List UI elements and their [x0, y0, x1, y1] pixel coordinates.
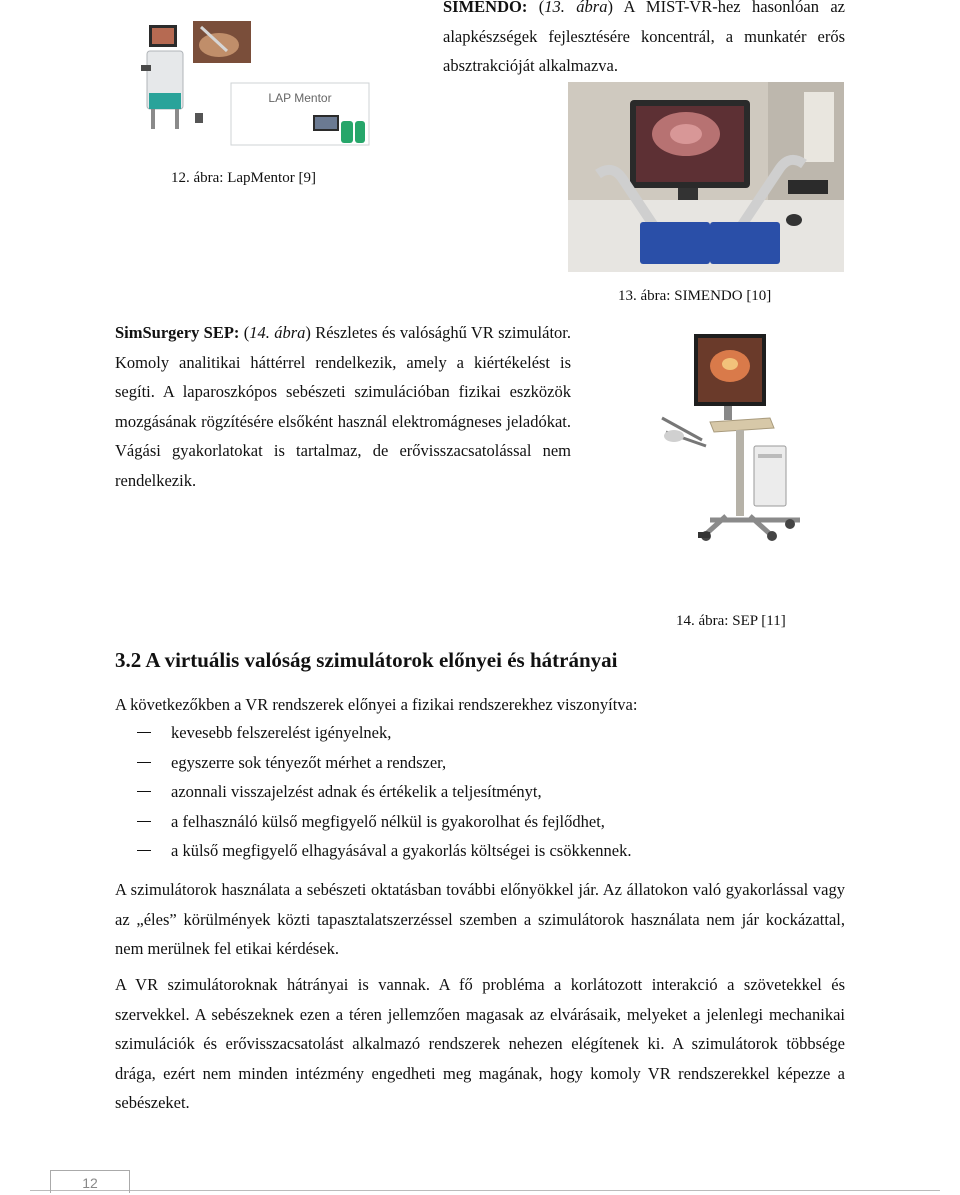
paragraph-advantages: A szimulátorok használata a sebészeti oktatásban további előnyökkel jár. Az állatokon való gyakorlással vagy az „éles” körülmények közti tapasztalatszerzéssel szemben a szimulátorok használata nem jár kockázattal, nem merülnek fel etikai kérdések. — [115, 880, 845, 958]
figure-13-caption: 13. ábra: SIMENDO [10] — [618, 288, 772, 304]
dash-bullet-icon — [137, 850, 151, 851]
simendo-photo — [568, 82, 844, 272]
dash-bullet-icon — [137, 762, 151, 763]
list-item: azonnali visszajelzést adnak és értékelik a teljesítményt, — [115, 777, 845, 807]
sep-image — [640, 330, 800, 550]
simsurgery-title: SimSurgery SEP: — [115, 323, 240, 342]
dash-bullet-icon — [137, 821, 151, 822]
sep-figure — [640, 330, 800, 550]
lapmentor-image — [135, 15, 375, 155]
dash-bullet-icon — [137, 732, 151, 733]
section-intro: A következőkben a VR rendszerek előnyei a fizikai rendszerekhez viszonyítva: — [115, 695, 638, 714]
simsurgery-paragraph: SimSurgery SEP: (14. ábra) Részletes és valósághű VR szimulátor. Komoly analitikai háttérrel rendelkezik, amely a kiértékelést is segíti. A laparoszkópos sebészeti szimulációban fizikai eszközök mozgásának rögzítésére elsőként használ elektromágneses jeladókat. Vágási gyakorlatokat is tartalmaz, de erővisszacsatolással nem rendelkezik. — [115, 323, 571, 490]
dash-bullet-icon — [137, 791, 151, 792]
figure-14-reference: 14. ábra — [249, 323, 306, 342]
list-item: kevesebb felszerelést igényelnek, — [115, 718, 845, 748]
section-heading: 3.2 A virtuális valóság szimulátorok előnyei és hátrányai — [115, 648, 618, 672]
advantages-list — [115, 718, 845, 866]
figure-12-caption: 12. ábra: LapMentor [9] — [171, 170, 316, 186]
lapmentor-logo: LAP Mentor — [268, 91, 332, 105]
simendo-paragraph: SIMENDO: (13. ábra) A MIST-VR-hez hasonlóan az alapkészségek fejlesztésére koncentrál, a munkatér erős absztrakcióját alkalmazva. — [443, 0, 845, 81]
list-item: a külső megfigyelő elhagyásával a gyakorlás költségei is csökkennek. — [115, 836, 845, 866]
figure-14-caption: 14. ábra: SEP [11] — [676, 613, 786, 629]
figure-13-reference: 13. ábra — [544, 0, 608, 16]
simendo-image — [568, 82, 844, 272]
page-number: 12 — [50, 1170, 130, 1193]
lapmentor-figure — [135, 15, 375, 155]
simendo-title: SIMENDO: — [443, 0, 528, 16]
footer-line — [30, 1190, 940, 1191]
paragraph-disadvantages: A VR szimulátoroknak hátrányai is vannak. A fő probléma a korlátozott interakció a szövetekkel és szervekkel. A sebészeknek ezen a téren jellemzően magasak az elvárásaik, melyeket a jelenlegi mechanikai szimulációk és erővisszacsatolást alkalmazó rendszerek nehezen elégítenek ki. A szimulátorok többsége drága, ezért nem minden intézmény engedheti meg magának, hogy komoly VR rendszerekkel képezze a sebészeket. — [115, 975, 845, 1112]
list-item: a felhasználó külső megfigyelő nélkül is gyakorolhat és fejlődhet, — [115, 807, 845, 837]
list-item: egyszerre sok tényezőt mérhet a rendszer, — [115, 748, 845, 778]
